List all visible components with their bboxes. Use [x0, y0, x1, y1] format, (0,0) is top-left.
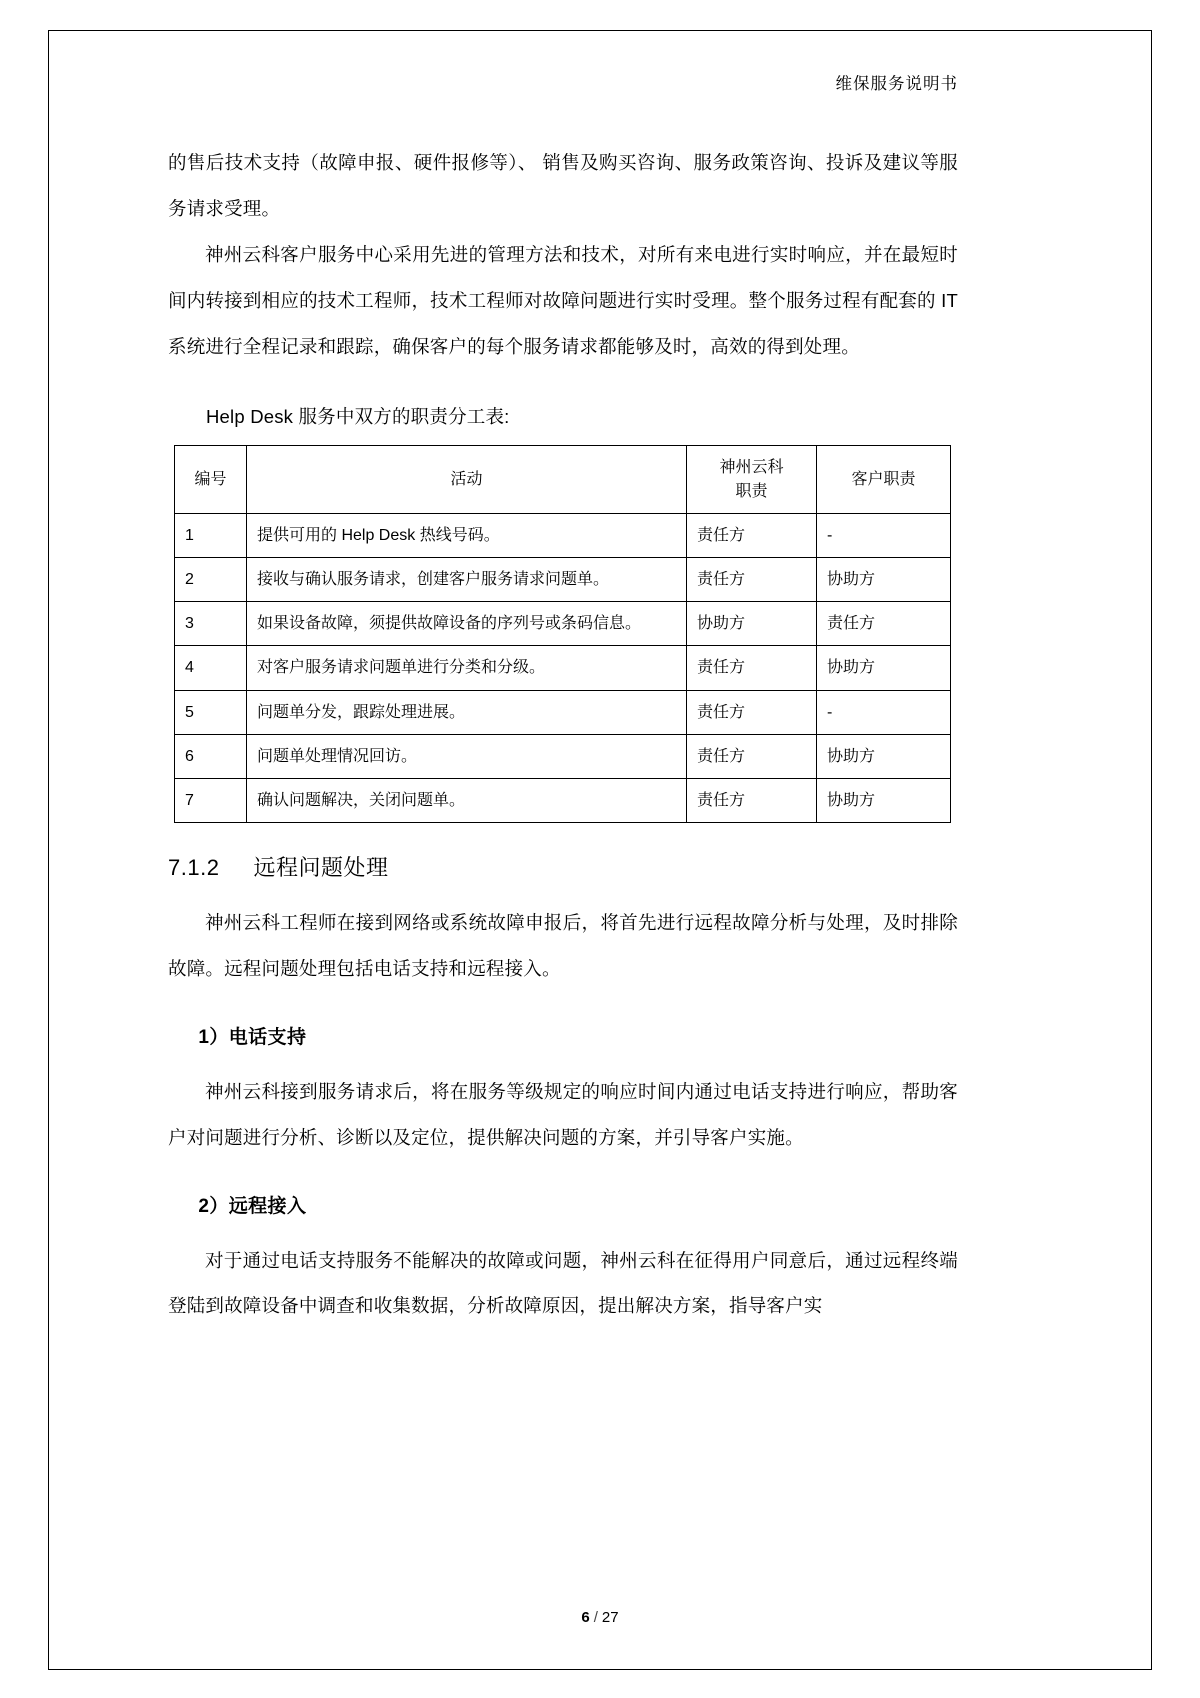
cell-no: 3	[175, 602, 247, 646]
cell-customer-duty: 协助方	[817, 734, 951, 778]
cell-no: 4	[175, 646, 247, 690]
subheading-remote-access: 2）远程接入	[198, 1195, 307, 1217]
cell-shenzhou-duty: 责任方	[687, 646, 817, 690]
table-row	[175, 513, 951, 557]
table-header-customer-duty: 客户职责	[817, 446, 951, 513]
subheading-phone-support: 1）电话支持	[198, 1026, 307, 1048]
paragraph-section-intro: 神州云科工程师在接到网络或系统故障申报后，将首先进行远程故障分析与处理，及时排除故障。远程问题处理包括电话支持和远程接入。	[168, 912, 958, 979]
table-row	[175, 557, 951, 601]
table-row	[175, 690, 951, 734]
responsibility-table	[174, 445, 951, 823]
cell-no: 1	[175, 513, 247, 557]
page-header: 维保服务说明书	[835, 75, 958, 93]
cell-shenzhou-duty: 责任方	[687, 734, 817, 778]
cell-no: 7	[175, 778, 247, 822]
cell-customer-duty: 协助方	[817, 778, 951, 822]
table-header-shenzhou-duty	[687, 446, 817, 513]
section-heading	[168, 851, 958, 882]
cell-activity: 对客户服务请求问题单进行分类和分级。	[247, 646, 687, 690]
cell-shenzhou-duty: 责任方	[687, 557, 817, 601]
cell-shenzhou-duty: 责任方	[687, 778, 817, 822]
cell-activity: 确认问题解决，关闭问题单。	[247, 778, 687, 822]
cell-activity: 提供可用的 Help Desk 热线号码。	[247, 513, 687, 557]
page-footer	[0, 1609, 1200, 1626]
table-row	[175, 778, 951, 822]
cell-customer-duty: -	[817, 513, 951, 557]
page-content	[168, 70, 958, 1329]
cell-shenzhou-duty: 责任方	[687, 690, 817, 734]
cell-activity: 问题单分发，跟踪处理进展。	[247, 690, 687, 734]
cell-activity: 问题单处理情况回访。	[247, 734, 687, 778]
footer-current-page: 6	[581, 1609, 590, 1626]
section-title: 远程问题处理	[253, 855, 389, 881]
footer-total-pages: 27	[601, 1609, 619, 1626]
cell-customer-duty: 责任方	[817, 602, 951, 646]
cell-customer-duty: 协助方	[817, 557, 951, 601]
table-header-row	[175, 446, 951, 513]
table-header-no: 编号	[175, 446, 247, 513]
cell-shenzhou-duty: 责任方	[687, 513, 817, 557]
footer-separator: /	[593, 1609, 598, 1626]
table-caption: Help Desk 服务中双方的职责分工表:	[206, 406, 510, 428]
cell-no: 5	[175, 690, 247, 734]
table-row	[175, 602, 951, 646]
table-header-shenzhou-duty-line1: 神州云科	[719, 459, 784, 477]
section-number: 7.1.2	[168, 855, 220, 881]
table-header-activity: 活动	[247, 446, 687, 513]
paragraph-1: 的售后技术支持（故障申报、硬件报修等）、 销售及购买咨询、服务政策咨询、投诉及建议等服务请求受理。	[168, 152, 958, 219]
cell-activity: 接收与确认服务请求，创建客户服务请求问题单。	[247, 557, 687, 601]
cell-customer-duty: -	[817, 690, 951, 734]
cell-customer-duty: 协助方	[817, 646, 951, 690]
table-row	[175, 646, 951, 690]
cell-shenzhou-duty: 协助方	[687, 602, 817, 646]
cell-no: 6	[175, 734, 247, 778]
cell-activity: 如果设备故障，须提供故障设备的序列号或条码信息。	[247, 602, 687, 646]
table-header-shenzhou-duty-line2: 职责	[735, 482, 768, 500]
cell-no: 2	[175, 557, 247, 601]
paragraph-2: 神州云科客户服务中心采用先进的管理方法和技术，对所有来电进行实时响应，并在最短时间内转接到相应的技术工程师，技术工程师对故障问题进行实时受理。整个服务过程有配套的 IT 系统进行全程记录和跟踪，确保客户的每个服务请求都能够及时，高效的得到处理。	[168, 243, 958, 357]
table-row	[175, 734, 951, 778]
paragraph-remote-access: 对于通过电话支持服务不能解决的故障或问题，神州云科在征得用户同意后，通过远程终端登陆到故障设备中调查和收集数据，分析故障原因，提出解决方案，指导客户实	[168, 1249, 958, 1317]
paragraph-phone-support: 神州云科接到服务请求后，将在服务等级规定的响应时间内通过电话支持进行响应，帮助客户对问题进行分析、诊断以及定位，提供解决问题的方案，并引导客户实施。	[168, 1080, 958, 1148]
